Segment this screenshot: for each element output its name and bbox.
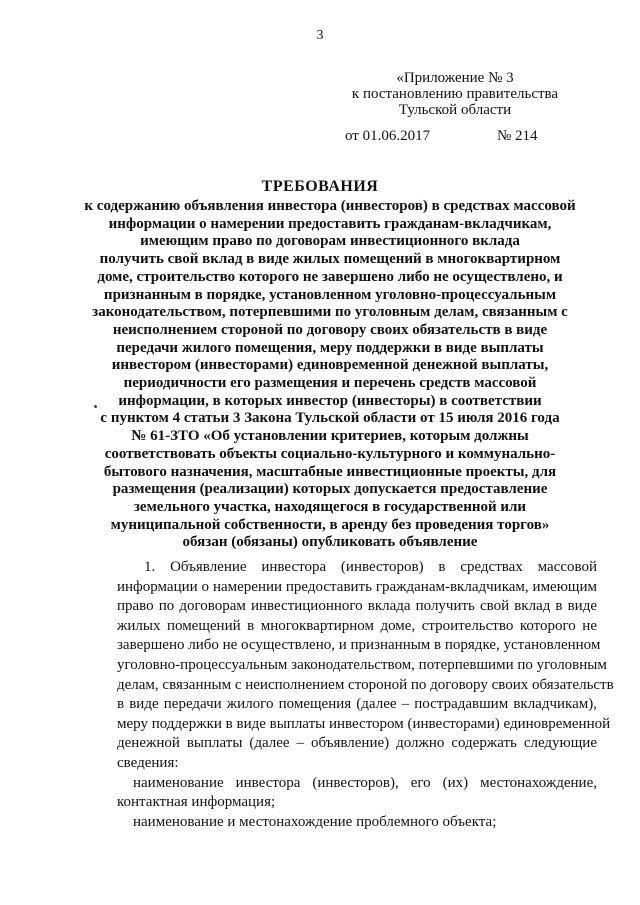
subtitle-line: соответствовать объекты социально-культурного и коммунально- bbox=[104, 445, 556, 462]
subtitle-line: с пунктом 4 статьи 3 Закона Тульской области от 15 июля 2016 года bbox=[100, 410, 560, 427]
body-line: право по договорам инвестиционного вклада получить свой вклад в виде bbox=[117, 598, 597, 615]
body-line: делам, связанным с неисполнением стороной по договору своих обязательств bbox=[117, 676, 614, 693]
document-date: от 01.06.2017 bbox=[345, 128, 431, 144]
body-line: наименование инвестора (инвесторов), его (их) местонахождение, bbox=[133, 774, 597, 791]
subtitle-line: передачи жилого помещения, меру поддержки в виде выплаты bbox=[116, 339, 544, 356]
subtitle-line: периодичности его размещения и перечень средств массовой bbox=[123, 375, 537, 392]
document-title: ТРЕБОВАНИЯ bbox=[261, 178, 379, 195]
subtitle-line: обязан (обязаны) опубликовать объявление bbox=[182, 534, 478, 551]
body-line: жилых помещений в многоквартирном доме, строительство которого не bbox=[117, 617, 597, 634]
body-line: сведения: bbox=[117, 754, 179, 771]
subtitle-line: № 61-ЗТО «Об установлении критериев, которым должны bbox=[131, 428, 529, 445]
appendix-header bbox=[330, 70, 580, 118]
appendix-line: «Приложение № 3 bbox=[396, 70, 514, 86]
body-line: денежной выплаты (далее – объявление) должно содержать следующие bbox=[117, 735, 597, 752]
body-line: информации о намерении предоставить гражданам-вкладчикам, имеющим bbox=[117, 578, 597, 595]
body-line: контактная информация; bbox=[117, 794, 276, 811]
body-line: в виде передачи жилого помещения (далее – пострадавшим вкладчикам), bbox=[117, 696, 597, 713]
body-line: меру поддержки в виде выплаты инвестором (инвесторами) единовременной bbox=[117, 715, 611, 732]
body-line: 1. Объявление инвестора (инвесторов) в средствах массовой bbox=[144, 559, 597, 575]
document-subtitle bbox=[60, 198, 600, 552]
subtitle-line: муниципальной собственности, в аренду без проведения торгов» bbox=[110, 516, 550, 533]
subtitle-line: размещения (реализации) которых допускается предоставление bbox=[112, 481, 548, 498]
subtitle-line: информации, в которых инвестор (инвесторы) в соответствии bbox=[118, 392, 542, 409]
subtitle-line: доме, строительство которого не завершено либо не осуществлено, и bbox=[97, 268, 563, 285]
appendix-line: к постановлению правительства bbox=[351, 86, 559, 102]
appendix-line: Тульской области bbox=[398, 102, 512, 118]
body-line: уголовно-процессуальным законодательством, потерпевшими по уголовным bbox=[117, 656, 607, 673]
body-line: наименование и местонахождение проблемного объекта; bbox=[133, 813, 497, 830]
subtitle-line: бытового назначения, масштабные инвестиционные проекты, для bbox=[103, 463, 557, 480]
subtitle-line: информации о намерении предоставить гражданам-вкладчикам, bbox=[108, 215, 552, 232]
scan-artifact-dot bbox=[94, 405, 97, 408]
subtitle-line: получить свой вклад в виде жилых помещений в многоквартирном bbox=[99, 251, 561, 268]
subtitle-line: земельного участка, находящегося в государственной или bbox=[133, 498, 527, 515]
subtitle-line: к содержанию объявления инвестора (инвесторов) в средствах массовой bbox=[84, 198, 576, 214]
body-line: завершено либо не осуществлено, и признанным в порядке, установленном bbox=[117, 637, 601, 654]
document-body bbox=[117, 558, 614, 832]
subtitle-line: неисполнением стороной по договору своих обязательств в виде bbox=[112, 321, 548, 338]
subtitle-line: признанным в порядке, установленном уголовно-процессуальным bbox=[103, 286, 557, 303]
subtitle-line: законодательством, потерпевшими по уголовным делам, связанным с bbox=[92, 304, 568, 321]
document-number: № 214 bbox=[497, 128, 538, 144]
page-number: 3 bbox=[316, 28, 324, 43]
subtitle-line: инвестором (инвесторами) единовременной денежной выплаты, bbox=[111, 357, 549, 374]
subtitle-line: имеющим право по договорам инвестиционного вклада bbox=[140, 233, 520, 250]
